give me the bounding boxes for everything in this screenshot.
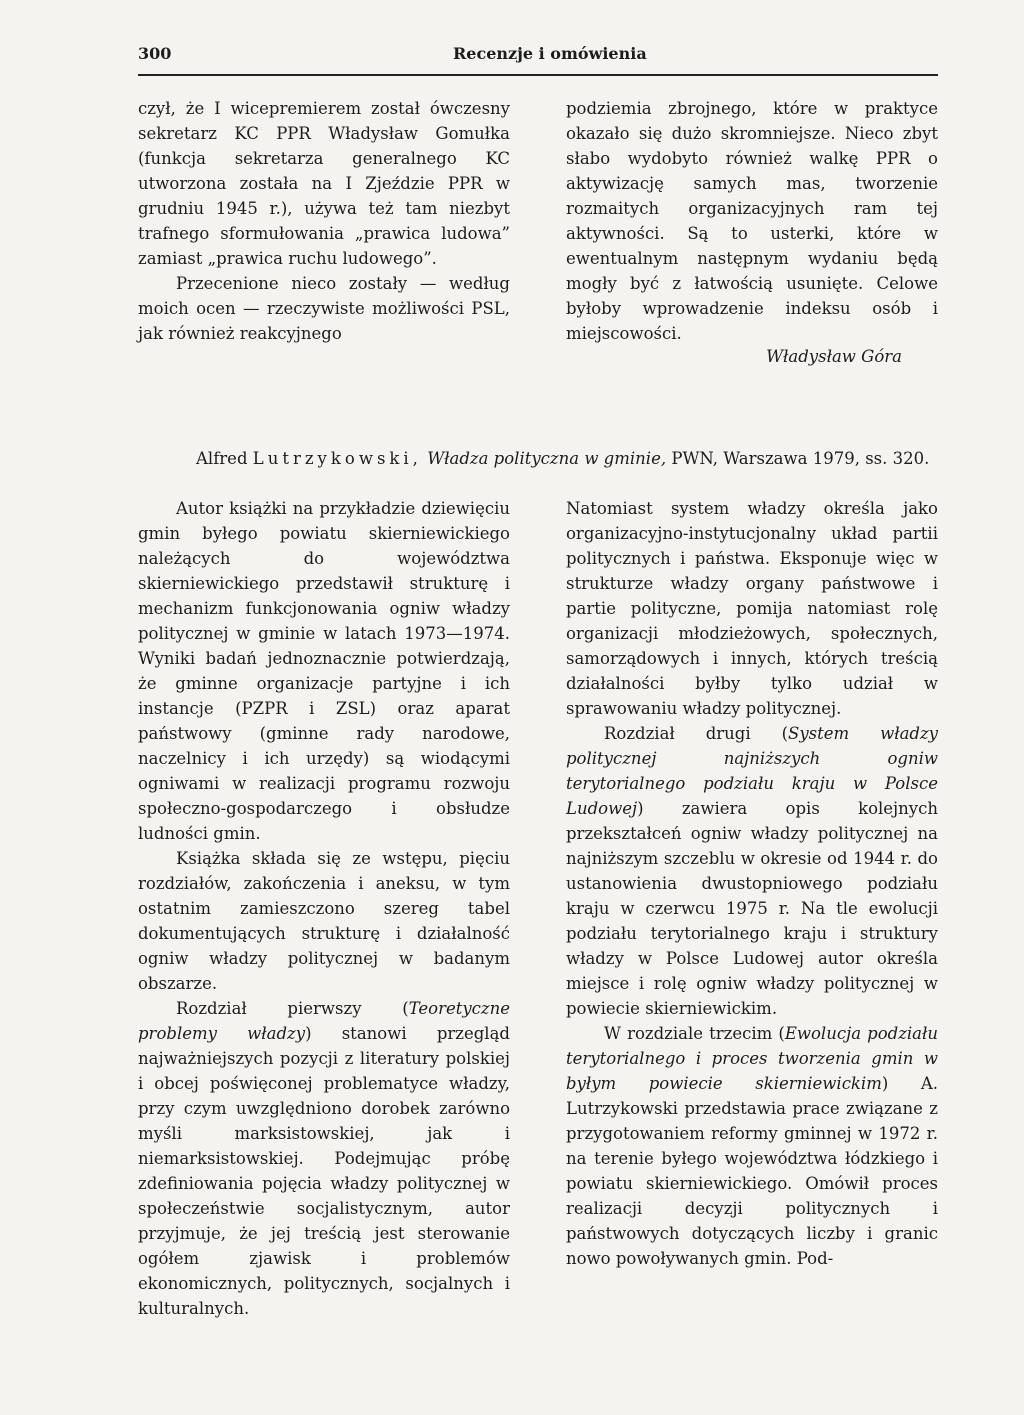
paragraph (566, 1021, 938, 1271)
review-signature: Władysław Góra (766, 347, 902, 366)
text-run: W rozdziale trzecim ( (604, 1024, 785, 1043)
running-header (138, 44, 938, 68)
header-rule (138, 74, 938, 76)
author-surname: Lutrzykowski, (252, 449, 422, 468)
bibliographic-entry (138, 446, 938, 471)
chapter-title: Ewolucja podziału terytorialnego i proces tworzenia gmin w byłym powiecie skierniewickim (566, 1024, 938, 1093)
page-number: 300 (138, 44, 172, 63)
text-run: ) zawiera opis kolejnych przekształceń ogniw władzy politycznej na najniższym szczeblu w okresie od 1944 r. do ustanowienia dwustopniowego podziału kraju w czerwcu 1975 r. Na tle ewolucji podziału terytorialnego kraju i struktury władzy w Polsce Ludowej autor określa miejsce i rolę ogniw władzy politycznej w powiecie skierniewickim. (566, 799, 938, 1018)
chapter-title: System władzy politycznej najniższych ogniw terytorialnego podziału kraju w Polsce Ludowej (566, 724, 938, 818)
column-right-top (566, 96, 938, 346)
book-title: Władza polityczna w gminie, (427, 449, 667, 468)
paragraph: Przecenione nieco zostały — według moich ocen — rzeczywiste możliwości PSL, jak również reakcyjnego (138, 274, 510, 343)
paragraph: czył, że I wicepremierem został ówczesny sekretarz KC PPR Władysław Gomułka (funkcja sekretarza generalnego KC utworzona została na I Zjeździe PPR w grudniu 1945 r.), używa też tam niezbyt trafnego sformułowania „prawica ludowa” zamiast „prawica ruchu ludowego”. (138, 99, 510, 268)
publication-info: PWN, Warszawa 1979, ss. 320. (671, 449, 930, 468)
chapter-title: Teoretyczne problemy władzy (138, 999, 510, 1043)
paragraph (138, 996, 510, 1321)
column-right-bottom (566, 496, 938, 1271)
paragraph: Autor książki na przykładzie dziewięciu gmin byłego powiatu skierniewickiego należących do województwa skierniewickiego przedstawił strukturę i mechanizm funkcjonowania ogniw władzy politycznej w gminie w latach 1973—1974. Wyniki badań jednoznacznie potwierdzają, że gminne organizacje partyjne i ich instancje (PZPR i ZSL) oraz aparat państwowy (gminne rady narodowe, naczelnicy i ich urzędy) są wiodącymi ogniwami w realizacji programu rozwoju społeczno-gospodarczego i obsłudze ludności gmin. (138, 499, 510, 843)
column-left-bottom (138, 496, 510, 1321)
paragraph (566, 721, 938, 1021)
paragraph: Natomiast system władzy określa jako organizacyjno-instytucjonalny układ partii politycznych i państwa. Eksponuje więc w strukturze władzy organy państwowe i partie polityczne, pomija natomiast rolę organizacji młodzieżowych, społecznych, samorządowych i innych, których treścią działalności byłby tylko udział w sprawowaniu władzy politycznej. (566, 499, 938, 718)
text-run: ) stanowi przegląd najważniejszych pozycji z literatury polskiej i obcej poświęconej problematyce władzy, przy czym uwzględniono dorobek zarówno myśli marksistowskiej, jak i niemarksistowskiej. Podejmując próbę zdefiniowania pojęcia władzy politycznej w społeczeństwie socjalistycznym, autor przyjmuje, że jej treścią jest sterowanie ogółem zjawisk i problemów ekonomicznych, politycznych, socjalnych i kulturalnych. (138, 1024, 510, 1318)
paragraph: Książka składa się ze wstępu, pięciu rozdziałów, zakończenia i aneksu, w tym ostatnim zamieszczono szereg tabel dokumentujących strukturę i działalność ogniw władzy politycznej w badanym obszarze. (138, 849, 510, 993)
column-left-top (138, 96, 510, 346)
paragraph: podziemia zbrojnego, które w praktyce okazało się dużo skromniejsze. Nieco zbyt słabo wydobyto również walkę PPR o aktywizację samych mas, tworzenie rozmaitych organizacyjnych ram tej aktywności. Są to usterki, które w ewentualnym następnym wydaniu będą mogły być z łatwością usunięte. Celowe byłoby wprowadzenie indeksu osób i miejscowości. (566, 99, 938, 343)
text-run: Rozdział pierwszy ( (176, 999, 409, 1018)
author-first-name: Alfred (196, 449, 248, 468)
running-title: Recenzje i omówienia (453, 44, 647, 63)
text-run: Rozdział drugi ( (604, 724, 789, 743)
text-run: ) A. Lutrzykowski przedstawia prace związane z przygotowaniem reformy gminnej w 1972 r. na terenie byłego województwa łódzkiego i powiatu skierniewickiego. Omówił proces realizacji decyzji politycznych i państwowych dotyczących liczby i granic nowo powoływanych gmin. Pod- (566, 1074, 938, 1268)
